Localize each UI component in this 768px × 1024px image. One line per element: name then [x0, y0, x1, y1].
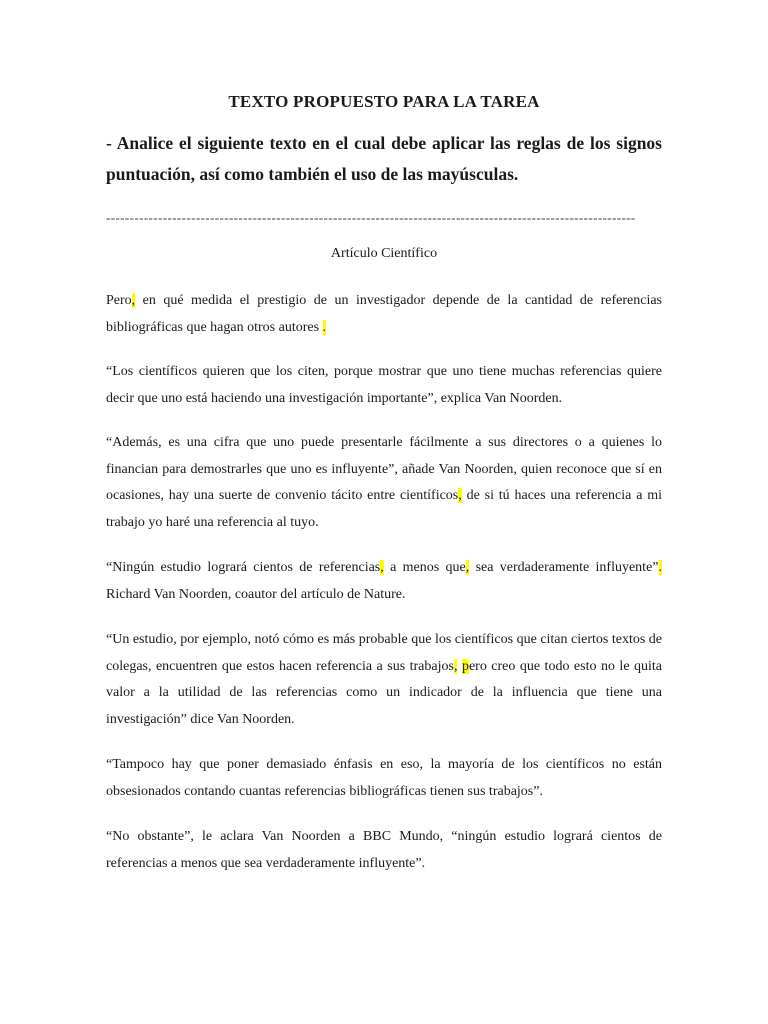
- instruction-text: - Analice el siguiente texto en el cual debe aplicar las reglas de los signos puntuación, así como también el uso de las mayúsculas.: [106, 133, 662, 184]
- highlight-mark: ,: [380, 560, 384, 575]
- paragraph-3: “Además, es una cifra que uno puede presentarle fácilmente a sus directores o a quienes lo financian para demostrarles que uno es influyente”, añade Van Noorden, quien reconoce que sí en ocasiones, hay una suerte de convenio tácito entre científicos, de si tú haces una referencia a mi trabajo yo haré una referencia al tuyo.: [106, 435, 663, 530]
- paragraph-2: “Los científicos quieren que los citen, porque mostrar que uno tiene muchas referencias quiere decir que uno está haciendo una investigación importante”, explica Van Noorden.: [106, 364, 662, 406]
- highlight-mark: ,: [131, 293, 136, 308]
- highlight-mark: ,: [465, 560, 470, 575]
- highlight-mark: ,: [453, 658, 458, 674]
- highlight-mark: ,: [458, 488, 462, 503]
- highlight-mark: .: [658, 560, 662, 575]
- paragraph-5: “Un estudio, por ejemplo, notó cómo es más probable que los científicos que citan ciertos textos de colegas, encuentren que estos hacen referencia a sus trabajos, pero creo que todo esto no le quita valor a la utilidad de las referencias como un indicador de la influencia que tiene una investigación” dice Van Noorden.: [106, 632, 663, 727]
- paragraph-6: “Tampoco hay que poner demasiado énfasis en eso, la mayoría de los científicos no están obsesionados contando cuantas referencias bibliográficas tienen sus trabajos”.: [106, 757, 662, 799]
- paragraph-4: “Ningún estudio logrará cientos de referencias, a menos que, sea verdaderamente influyente”. Richard Van Noorden, coautor del artículo de Nature.: [106, 560, 662, 602]
- highlight-mark: p: [461, 658, 469, 674]
- article-subtitle: Artículo Científico: [330, 246, 438, 261]
- paragraph-1: Pero, en qué medida el prestigio de un investigador depende de la cantidad de referencias bibliográficas que hagan otros autores .: [106, 293, 662, 335]
- page-title: TEXTO PROPUESTO PARA LA TAREA: [228, 92, 540, 111]
- highlight-mark: .: [322, 319, 327, 335]
- paragraph-7: “No obstante”, le aclara Van Noorden a BBC Mundo, “ningún estudio logrará cientos de referencias a menos que sea verdaderamente influyente”.: [106, 829, 662, 871]
- dashed-divider: ----------------------------------------------------------------------------------------------------------------: [106, 210, 636, 225]
